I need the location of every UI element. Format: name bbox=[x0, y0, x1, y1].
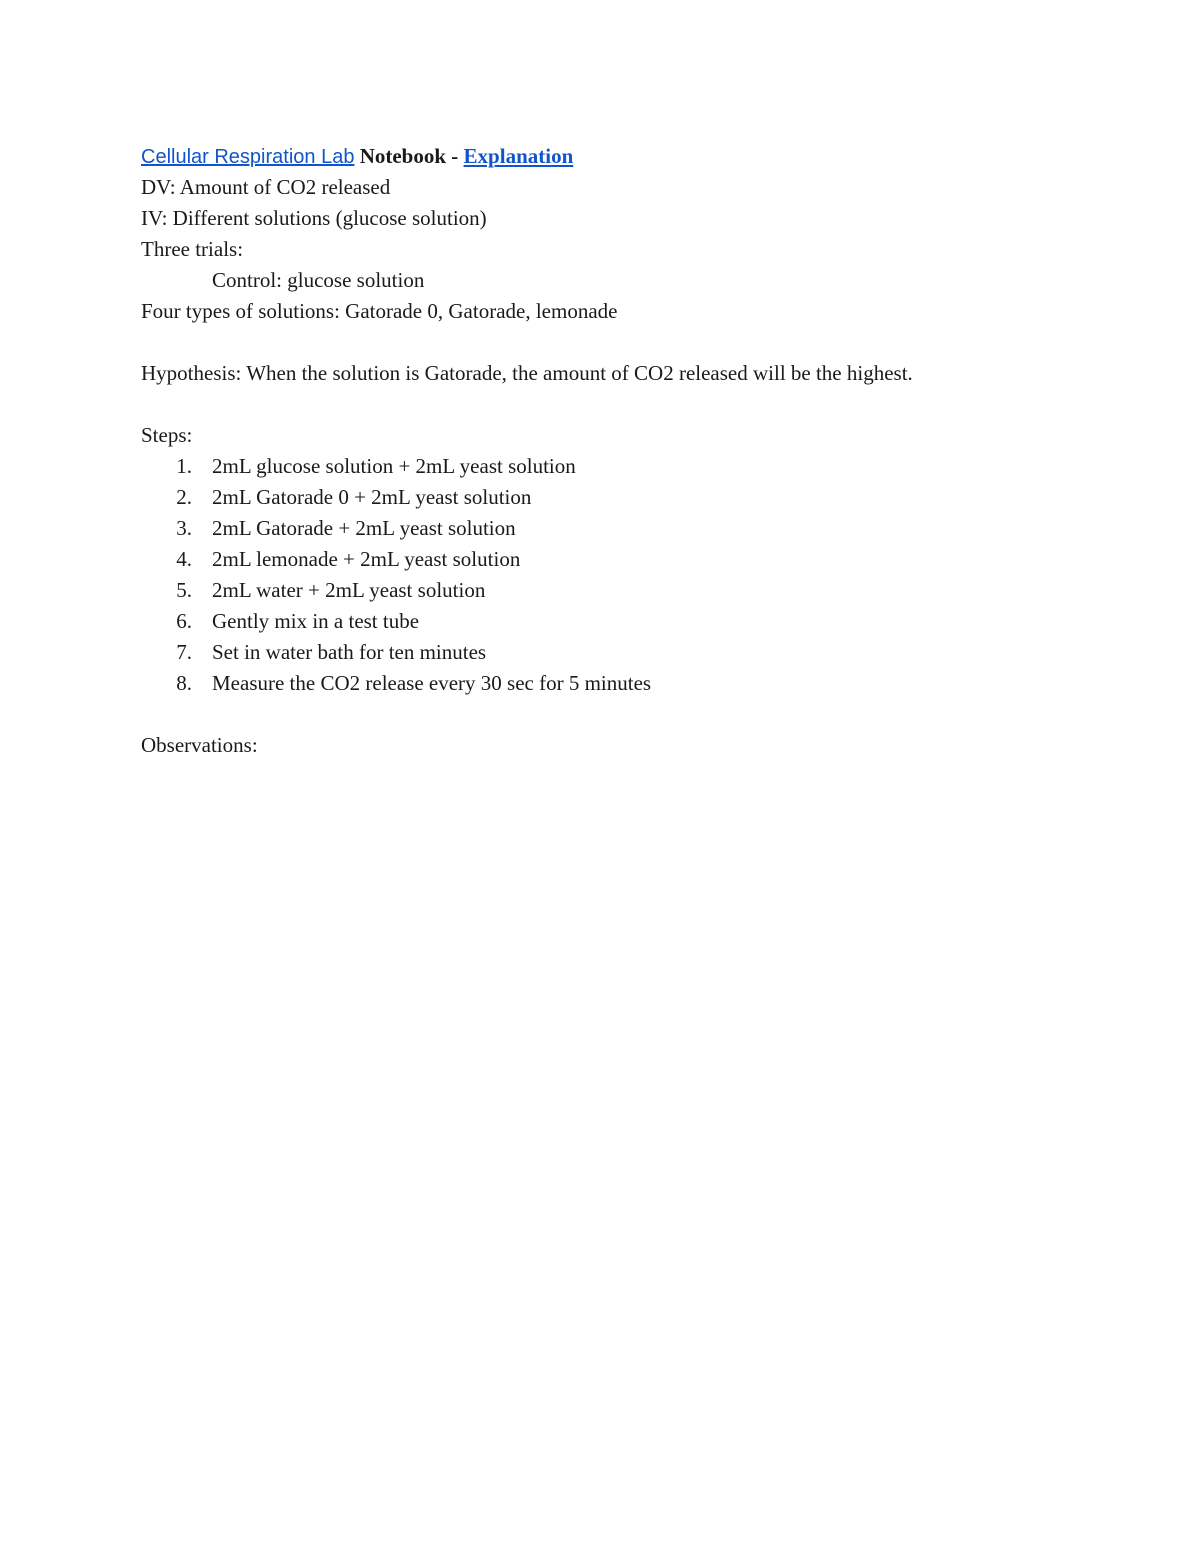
step-text: 2mL glucose solution + 2mL yeast solution bbox=[212, 454, 576, 478]
step-number: 1. bbox=[176, 454, 192, 478]
step-item bbox=[141, 668, 1061, 699]
hypothesis-line: Hypothesis: When the solution is Gatorade, the amount of CO2 released will be the highest. bbox=[141, 361, 913, 385]
step-text: Measure the CO2 release every 30 sec for 5 minutes bbox=[212, 671, 652, 695]
title-separator: - bbox=[451, 144, 459, 168]
step-text: 2mL Gatorade 0 + 2mL yeast solution bbox=[212, 485, 532, 509]
document-title bbox=[141, 141, 1061, 172]
step-text: Set in water bath for ten minutes bbox=[212, 640, 487, 664]
steps-label: Steps: bbox=[141, 423, 193, 447]
step-text: 2mL lemonade + 2mL yeast solution bbox=[212, 547, 521, 571]
step-number: 5. bbox=[176, 578, 192, 602]
step-number: 2. bbox=[176, 485, 192, 509]
spacer bbox=[141, 699, 1061, 730]
step-number: 8. bbox=[176, 671, 192, 695]
step-item bbox=[141, 513, 1061, 544]
spacer bbox=[141, 327, 1061, 358]
document-page bbox=[141, 141, 1061, 761]
step-item bbox=[141, 606, 1061, 637]
step-text: 2mL Gatorade + 2mL yeast solution bbox=[212, 516, 516, 540]
step-number: 4. bbox=[176, 547, 192, 571]
title-link[interactable]: Cellular Respiration Lab bbox=[141, 146, 355, 168]
trials-line: Three trials: bbox=[141, 237, 244, 261]
solutions-line: Four types of solutions: Gatorade 0, Gatorade, lemonade bbox=[141, 299, 618, 323]
explanation-link[interactable]: Explanation bbox=[463, 144, 574, 168]
step-item bbox=[141, 451, 1061, 482]
step-item bbox=[141, 482, 1061, 513]
control-line: Control: glucose solution bbox=[212, 268, 425, 292]
dv-line: DV: Amount of CO2 released bbox=[141, 175, 391, 199]
steps-list bbox=[141, 451, 1061, 699]
spacer bbox=[141, 389, 1061, 420]
iv-line: IV: Different solutions (glucose solution) bbox=[141, 206, 487, 230]
title-bold-text: Notebook bbox=[359, 144, 447, 168]
step-number: 7. bbox=[176, 640, 192, 664]
step-number: 3. bbox=[176, 516, 192, 540]
observations-label: Observations: bbox=[141, 733, 258, 757]
step-item bbox=[141, 544, 1061, 575]
step-item bbox=[141, 575, 1061, 606]
step-number: 6. bbox=[176, 609, 192, 633]
step-item bbox=[141, 637, 1061, 668]
step-text: Gently mix in a test tube bbox=[212, 609, 420, 633]
step-text: 2mL water + 2mL yeast solution bbox=[212, 578, 486, 602]
